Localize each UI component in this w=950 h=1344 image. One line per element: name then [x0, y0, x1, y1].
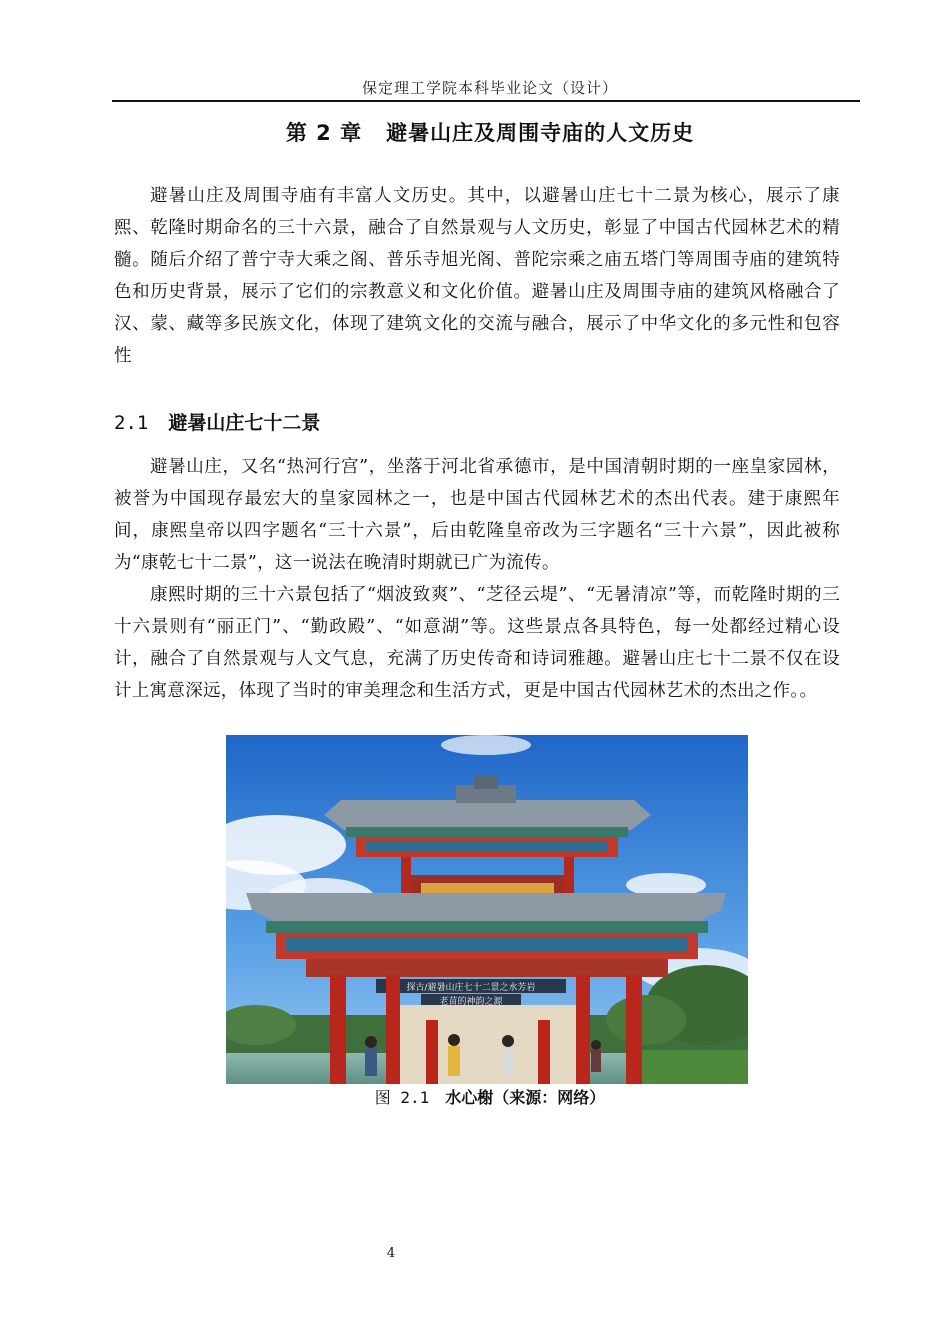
running-header: 保定理工学院本科毕业论文（设计）	[361, 79, 618, 97]
photo-overlay-line2: 老苗的神韵之源	[439, 997, 503, 1007]
section-heading	[114, 408, 320, 435]
chapter-number: 第 2 章	[285, 121, 363, 145]
figure-caption	[0, 1085, 950, 1108]
page-number: 4	[386, 1246, 396, 1261]
body-paragraph-2: 康熙时期的三十六景包括了“烟波致爽”、“芝径云堤”、“无暑清凉”等，而乾隆时期的三十六景则有“丽正门”、“勤政殿”、“如意湖”等。这些景点各具特色，每一处都经过精心设计，融合了自然景观与人文气息，充满了历史传奇和诗词雅趣。避暑山庄七十二景不仅在设计上寓意深远，体现了当时的审美理念和生活方式，更是中国古代园林艺术的杰出之作。。	[114, 585, 840, 701]
section-number: 2.1	[114, 412, 149, 434]
header-rule	[112, 100, 860, 102]
section-title: 避暑山庄七十二景	[168, 412, 321, 434]
intro-paragraph: 避暑山庄及周围寺庙有丰富人文历史。其中，以避暑山庄七十二景为核心，展示了康熙、乾隆时期命名的三十六景，融合了自然景观与人文历史，彰显了中国古代园林艺术的精髓。随后介绍了普宁寺大乘之阁、普乐寺旭光阁、普陀宗乘之庙五塔门等周围寺庙的建筑特色和历史背景，展示了它们的宗教意义和文化价值。避暑山庄及周围寺庙的建筑风格融合了汉、蒙、藏等多民族文化，体现了建筑文化的交流与融合，展示了中华文化的多元性和包容性	[114, 186, 840, 366]
figure-caption-text: 水心榭（来源：网络）	[445, 1088, 606, 1107]
body-paragraph-1: 避暑山庄，又名“热河行宫”，坐落于河北省承德市，是中国清朝时期的一座皇家园林，被誉为中国现存最宏大的皇家园林之一，也是中国古代园林艺术的杰出代表。建于康熙年间，康熙皇帝以四字题名“三十六景”，后由乾隆皇帝改为三字题名“三十六景”，因此被称为“康乾七十二景”，这一说法在晚清时期就已广为流传。	[114, 457, 840, 573]
figure-caption-number: 图 2.1	[374, 1088, 430, 1107]
chapter-title	[0, 117, 950, 147]
photo-overlay-line1: 探古/避暑山庄七十二景之水芳岩	[406, 983, 536, 993]
chapter-title-text: 避暑山庄及周围寺庙的人文历史	[386, 121, 695, 145]
figure-photo-pavilion	[226, 735, 748, 1084]
